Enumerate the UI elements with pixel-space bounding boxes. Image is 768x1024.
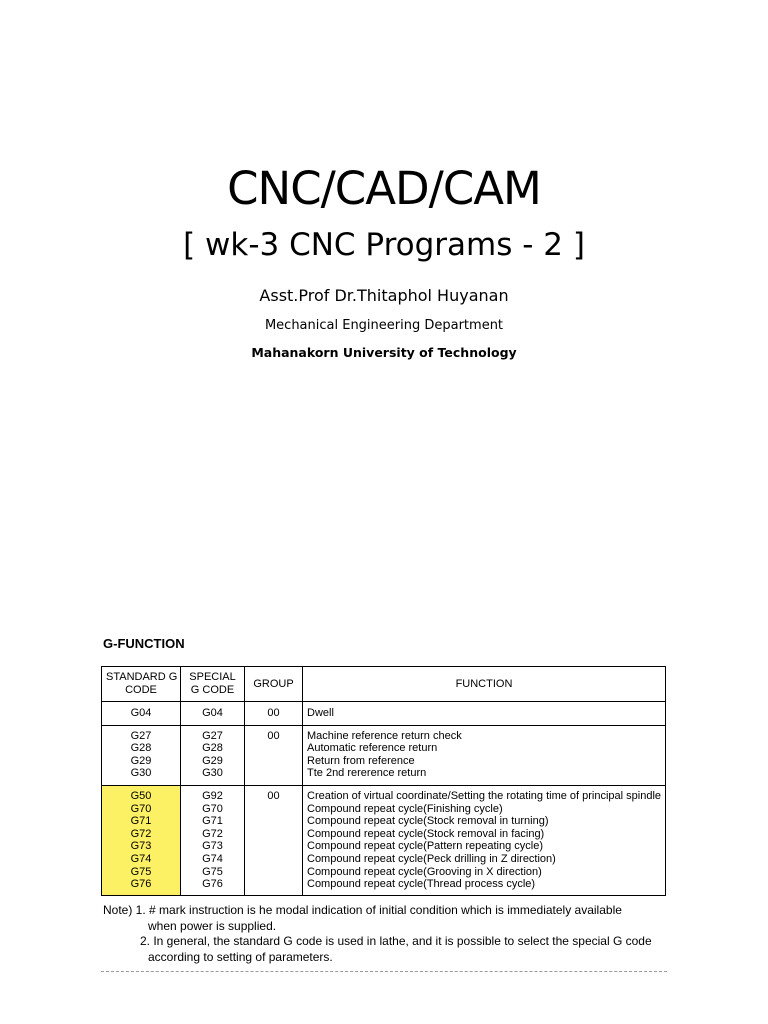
special-code-cell-line: G27 <box>202 729 223 742</box>
g-function-heading: G-FUNCTION <box>103 636 185 651</box>
standard-code-cell-line: G76 <box>130 878 152 891</box>
slide-subtitle: [ wk-3 CNC Programs - 2 ] <box>183 227 585 263</box>
standard-code-cell-line: G27 <box>130 729 152 742</box>
header-standard-line: STANDARD G <box>106 671 178 684</box>
note-line: when power is supplied. <box>148 918 277 933</box>
standard-code-cell-line: G73 <box>130 840 152 853</box>
author-name: Asst.Prof Dr.Thitaphol Huyanan <box>259 286 509 305</box>
special-code-cell-line: G76 <box>202 878 223 891</box>
special-code-cell-line: G92 <box>202 789 223 802</box>
header-special-line: SPECIAL <box>189 671 236 684</box>
function-cell-line: Machine reference return check <box>307 729 462 742</box>
standard-code-cell <box>102 785 181 895</box>
standard-code-cell-line: G04 <box>130 707 152 719</box>
department-name: Mechanical Engineering Department <box>264 318 504 333</box>
function-cell <box>303 702 666 726</box>
header-special-line: G CODE <box>190 684 235 696</box>
group-cell: 00 <box>245 702 303 726</box>
function-cell-line: Compound repeat cycle(Finishing cycle) <box>307 802 503 815</box>
university-name: Mahanakorn University of Technology <box>251 345 517 360</box>
function-cell-line: Automatic reference return <box>307 742 438 755</box>
table-notes <box>103 903 673 965</box>
special-code-cell-line: G75 <box>202 865 223 878</box>
table-row <box>102 725 666 785</box>
function-cell-line: Return from reference <box>307 754 415 767</box>
standard-code-cell-line: G50 <box>130 789 152 802</box>
standard-code-cell-line: G74 <box>130 852 152 865</box>
header-standard-g-code <box>102 667 181 702</box>
standard-code-cell-line: G29 <box>130 754 152 767</box>
header-standard-line: CODE <box>125 684 157 696</box>
special-code-cell-line: G72 <box>202 827 223 840</box>
slide-title: CNC/CAD/CAM <box>227 162 541 215</box>
group-cell: 00 <box>245 785 303 895</box>
standard-code-cell <box>102 702 181 726</box>
special-code-cell-line: G30 <box>202 767 223 780</box>
header-group: GROUP <box>245 667 303 702</box>
table-body <box>102 702 666 896</box>
function-cell-line: Compound repeat cycle(Grooving in X direction) <box>307 865 542 878</box>
standard-code-cell <box>102 725 181 785</box>
special-code-cell-line: G70 <box>202 802 223 815</box>
note-line: 2. In general, the standard G code is used in lathe, and it is possible to select the special G code <box>140 934 652 948</box>
special-code-cell-line: G71 <box>202 815 223 828</box>
function-cell-line: Compound repeat cycle(Stock removal in facing) <box>307 827 545 840</box>
special-code-cell-line: G73 <box>202 840 223 853</box>
special-code-cell <box>181 785 245 895</box>
note-line: Note) 1. # mark instruction is he modal indication of initial condition which is immediately available <box>103 903 622 917</box>
table-row <box>102 702 666 726</box>
special-code-cell <box>181 702 245 726</box>
special-code-cell-line: G28 <box>202 742 223 755</box>
function-cell <box>303 785 666 895</box>
standard-code-cell-line: G28 <box>130 742 152 755</box>
bottom-rule <box>101 971 667 972</box>
standard-code-cell-line: G70 <box>130 802 152 815</box>
g-function-table <box>101 666 666 896</box>
function-cell-line: Creation of virtual coordinate/Setting the rotating time of principal spindle <box>307 789 662 802</box>
group-cell: 00 <box>245 725 303 785</box>
special-code-cell <box>181 725 245 785</box>
function-cell-line: Tte 2nd rererence return <box>307 767 427 780</box>
standard-code-cell-line: G71 <box>130 815 152 828</box>
function-cell-line: Dwell <box>307 707 334 719</box>
special-code-cell-line: G29 <box>202 754 223 767</box>
table-header-row <box>102 667 666 702</box>
header-special-g-code <box>181 667 245 702</box>
function-cell-line: Compound repeat cycle(Thread process cycle) <box>307 878 536 891</box>
standard-code-cell-line: G75 <box>130 865 152 878</box>
header-function: FUNCTION <box>303 667 666 702</box>
function-cell-line: Compound repeat cycle(Peck drilling in Z direction) <box>307 852 556 865</box>
function-cell-line: Compound repeat cycle(Stock removal in turning) <box>307 815 549 828</box>
table-row <box>102 785 666 895</box>
special-code-cell-line: G04 <box>202 707 223 719</box>
standard-code-cell-line: G72 <box>130 827 152 840</box>
function-cell <box>303 725 666 785</box>
note-line: according to setting of parameters. <box>148 949 333 964</box>
function-cell-line: Compound repeat cycle(Pattern repeating cycle) <box>307 840 544 853</box>
special-code-cell-line: G74 <box>202 852 223 865</box>
standard-code-cell-line: G30 <box>130 767 152 780</box>
